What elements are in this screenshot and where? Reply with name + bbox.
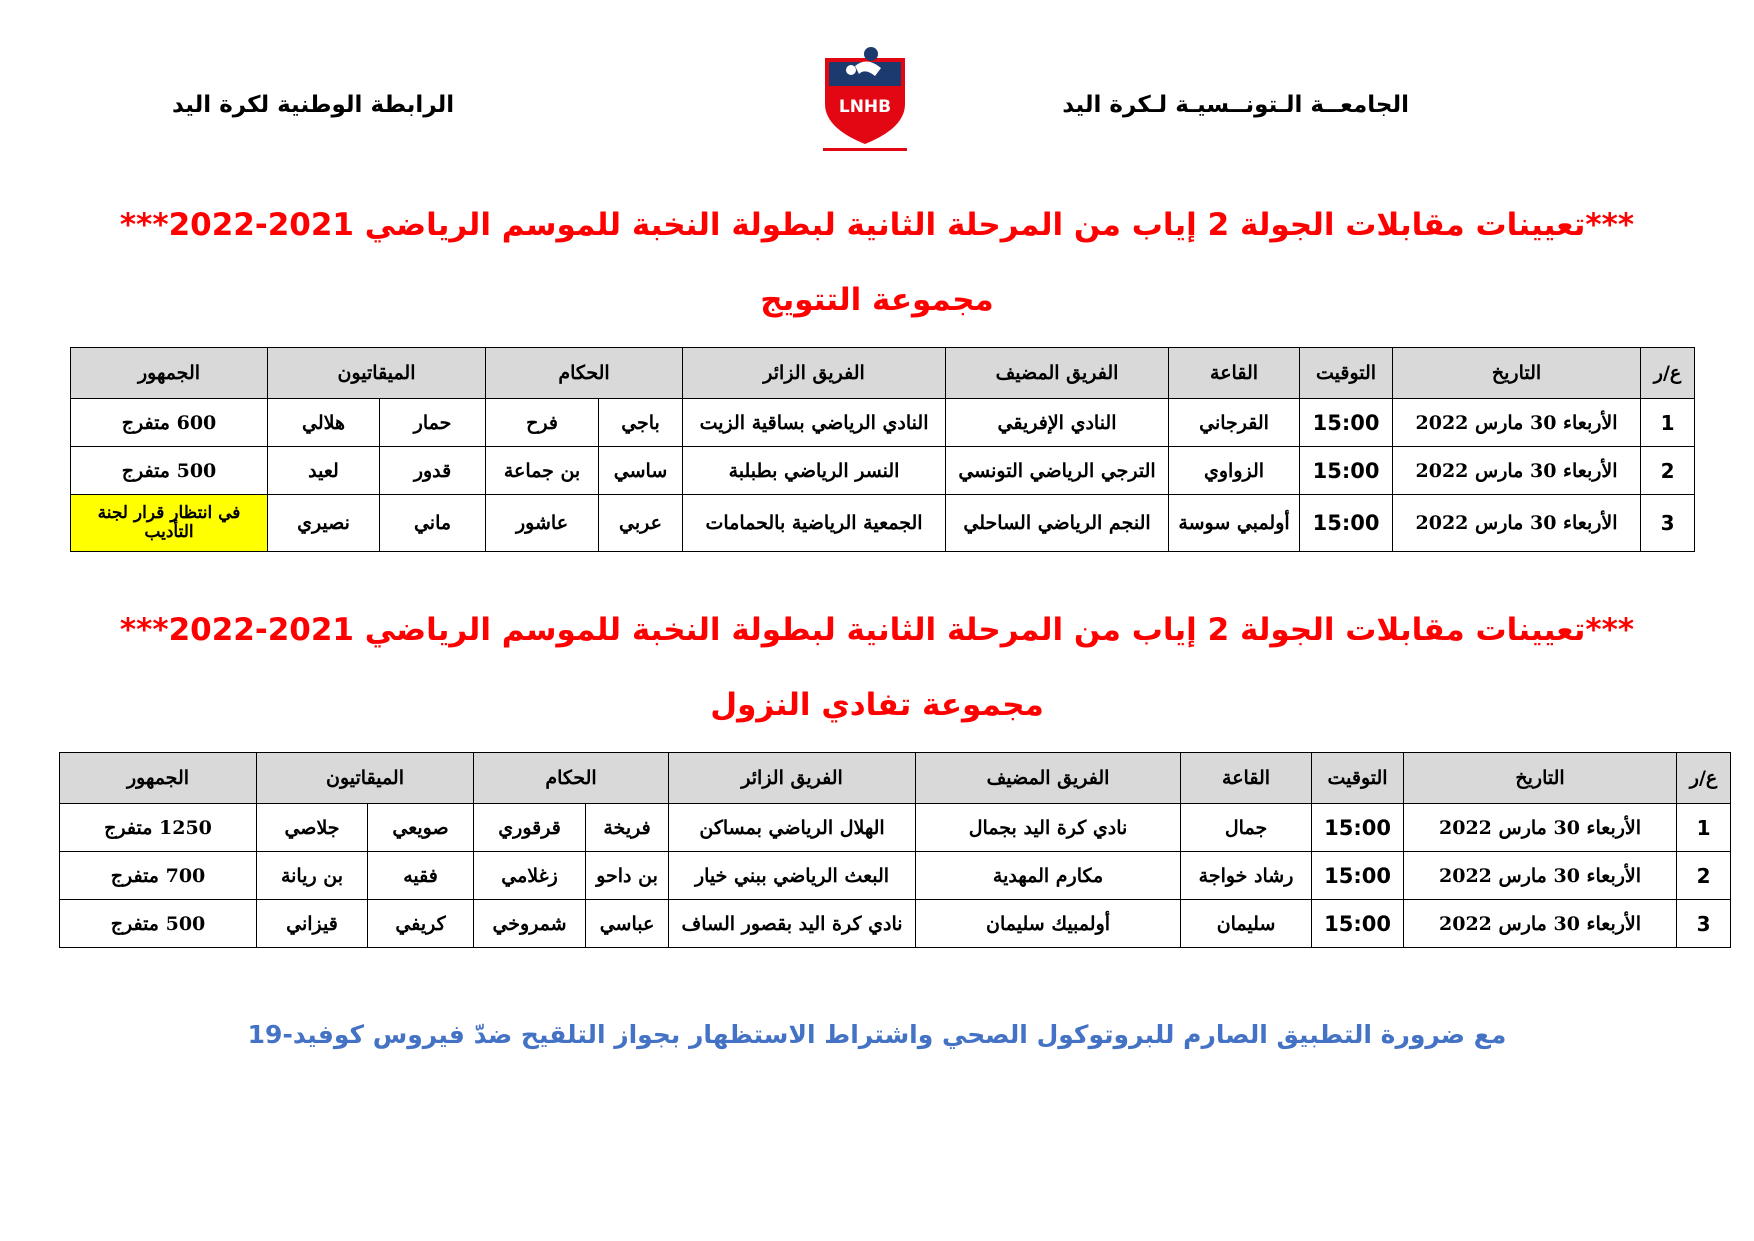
- col-time: التوقيت: [1312, 753, 1404, 804]
- cell-time: 15:00: [1300, 447, 1393, 495]
- col-visitor: الفريق الزائر: [683, 348, 946, 399]
- cell-date: الأربعاء 30 مارس 2022: [1393, 399, 1641, 447]
- cell-hall: رشاد خواجة: [1181, 852, 1312, 900]
- cell-timekeeper-1: كريفي: [368, 900, 474, 948]
- col-date: التاريخ: [1393, 348, 1641, 399]
- col-timekeepers: الميقاتيون: [268, 348, 486, 399]
- relegation-group-table: [59, 752, 1731, 948]
- cell-hall: أولمبي سوسة: [1169, 495, 1300, 552]
- cell-referee-1: بن داحو: [586, 852, 669, 900]
- cell-time: 15:00: [1312, 900, 1404, 948]
- cell-audience: 500 متفرج: [71, 447, 268, 495]
- cell-visitor: البعث الرياضي ببني خيار: [669, 852, 916, 900]
- cell-visitor: نادي كرة اليد بقصور الساف: [669, 900, 916, 948]
- cell-timekeeper-1: قدور: [380, 447, 486, 495]
- table-row: [71, 399, 1695, 447]
- cell-date: الأربعاء 30 مارس 2022: [1404, 900, 1677, 948]
- league-name: الرابطة الوطنية لكرة اليد: [172, 92, 455, 118]
- col-audience: الجمهور: [60, 753, 257, 804]
- cell-referee-1: عباسي: [586, 900, 669, 948]
- cell-no: 3: [1641, 495, 1695, 552]
- col-host: الفريق المضيف: [946, 348, 1169, 399]
- cell-audience-pending: في انتظار قرار لجنة التأديب: [71, 495, 268, 552]
- cell-referee-2: زغلامي: [474, 852, 586, 900]
- cell-host: الترجي الرياضي التونسي: [946, 447, 1169, 495]
- cell-audience: 600 متفرج: [71, 399, 268, 447]
- col-audience: الجمهور: [71, 348, 268, 399]
- section1-group: مجموعة التتويج: [760, 282, 994, 318]
- cell-hall: سليمان: [1181, 900, 1312, 948]
- cell-timekeeper-2: هلالي: [268, 399, 380, 447]
- logo-text: LNHB: [838, 97, 892, 117]
- cell-timekeeper-2: نصيري: [268, 495, 380, 552]
- cell-visitor: النادي الرياضي بساقية الزيت: [683, 399, 946, 447]
- crown-group-table: [70, 347, 1695, 552]
- table-header-row: [60, 753, 1731, 804]
- cell-referee-1: باجي: [599, 399, 683, 447]
- cell-referee-2: بن جماعة: [486, 447, 599, 495]
- cell-visitor: الهلال الرياضي بمساكن: [669, 804, 916, 852]
- cell-no: 2: [1641, 447, 1695, 495]
- cell-no: 1: [1641, 399, 1695, 447]
- cell-date: الأربعاء 30 مارس 2022: [1404, 852, 1677, 900]
- health-protocol-note: مع ضرورة التطبيق الصارم للبروتوكول الصحي واشتراط الاستظهار بجواز التلقيح ضدّ فيروس كوفيد-19: [247, 1020, 1507, 1049]
- handball-player-logo-icon: [815, 46, 915, 154]
- cell-audience: 500 متفرج: [60, 900, 257, 948]
- col-no: ع/ر: [1677, 753, 1731, 804]
- cell-timekeeper-1: صويعي: [368, 804, 474, 852]
- cell-no: 1: [1677, 804, 1731, 852]
- cell-timekeeper-2: جلاصي: [257, 804, 368, 852]
- cell-timekeeper-2: لعيد: [268, 447, 380, 495]
- cell-host: أولمبيك سليمان: [916, 900, 1181, 948]
- table-header-row: [71, 348, 1695, 399]
- cell-time: 15:00: [1312, 852, 1404, 900]
- section1-title: ***تعيينات مقابلات الجولة 2 إياب من المرحلة الثانية لبطولة النخبة للموسم الرياضي 2021-2022***: [119, 207, 1635, 243]
- cell-host: نادي كرة اليد بجمال: [916, 804, 1181, 852]
- cell-hall: جمال: [1181, 804, 1312, 852]
- cell-audience: 1250 متفرج: [60, 804, 257, 852]
- cell-referee-1: ساسي: [599, 447, 683, 495]
- col-referees: الحكام: [474, 753, 669, 804]
- col-hall: القاعة: [1169, 348, 1300, 399]
- table-row: [60, 900, 1731, 948]
- table-row: [60, 852, 1731, 900]
- col-referees: الحكام: [486, 348, 683, 399]
- cell-referee-2: عاشور: [486, 495, 599, 552]
- table-row: [71, 495, 1695, 552]
- cell-host: النادي الإفريقي: [946, 399, 1169, 447]
- cell-date: الأربعاء 30 مارس 2022: [1404, 804, 1677, 852]
- cell-date: الأربعاء 30 مارس 2022: [1393, 447, 1641, 495]
- cell-time: 15:00: [1312, 804, 1404, 852]
- table-row: [71, 447, 1695, 495]
- cell-referee-1: عربي: [599, 495, 683, 552]
- cell-no: 2: [1677, 852, 1731, 900]
- cell-date: الأربعاء 30 مارس 2022: [1393, 495, 1641, 552]
- section2-group: مجموعة تفادي النزول: [710, 687, 1044, 723]
- cell-referee-1: فريخة: [586, 804, 669, 852]
- cell-timekeeper-2: قيزاني: [257, 900, 368, 948]
- cell-visitor: الجمعية الرياضية بالحمامات: [683, 495, 946, 552]
- col-timekeepers: الميقاتيون: [257, 753, 474, 804]
- cell-hall: القرجاني: [1169, 399, 1300, 447]
- cell-timekeeper-1: ماني: [380, 495, 486, 552]
- cell-timekeeper-2: بن ريانة: [257, 852, 368, 900]
- col-date: التاريخ: [1404, 753, 1677, 804]
- col-visitor: الفريق الزائر: [669, 753, 916, 804]
- cell-host: النجم الرياضي الساحلي: [946, 495, 1169, 552]
- cell-referee-2: قرقوري: [474, 804, 586, 852]
- cell-referee-2: شمروخي: [474, 900, 586, 948]
- cell-hall: الزواوي: [1169, 447, 1300, 495]
- cell-host: مكارم المهدية: [916, 852, 1181, 900]
- section2-title: ***تعيينات مقابلات الجولة 2 إياب من المرحلة الثانية لبطولة النخبة للموسم الرياضي 2021-2022***: [119, 612, 1635, 648]
- cell-time: 15:00: [1300, 399, 1393, 447]
- col-no: ع/ر: [1641, 348, 1695, 399]
- col-time: التوقيت: [1300, 348, 1393, 399]
- col-hall: القاعة: [1181, 753, 1312, 804]
- cell-referee-2: فرح: [486, 399, 599, 447]
- federation-name: الجامعــة الـتونــسيـة لـكرة اليد: [1062, 92, 1409, 118]
- cell-no: 3: [1677, 900, 1731, 948]
- cell-visitor: النسر الرياضي بطبلبة: [683, 447, 946, 495]
- cell-audience: 700 متفرج: [60, 852, 257, 900]
- cell-timekeeper-1: فقيه: [368, 852, 474, 900]
- col-host: الفريق المضيف: [916, 753, 1181, 804]
- table-row: [60, 804, 1731, 852]
- cell-timekeeper-1: حمار: [380, 399, 486, 447]
- cell-time: 15:00: [1300, 495, 1393, 552]
